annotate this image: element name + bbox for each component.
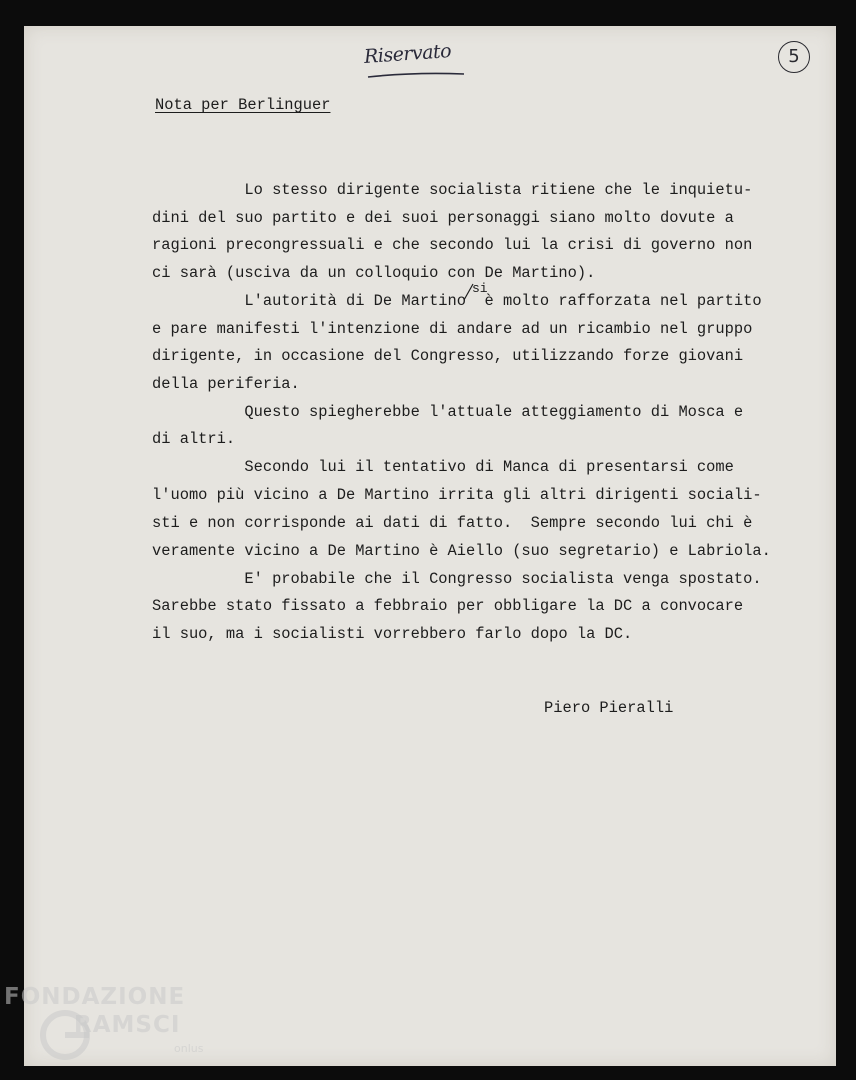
watermark-line-3: onlus [174, 1042, 204, 1055]
memo-heading: Nota per Berlinguer [155, 96, 331, 114]
memo-line: sti e non corrisponde ai dati di fatto. Sempre secondo lui chi è [152, 514, 753, 532]
memo-line: Questo spiegherebbe l'attuale atteggiamento di Mosca e [152, 403, 744, 421]
memo-line: Secondo lui il tentativo di Manca di presentarsi come [152, 458, 734, 476]
memo-line: L'autorità di De Martino è molto rafforzata nel partito [152, 292, 762, 310]
memo-line: Sarebbe stato fissato a febbraio per obbligare la DC a convocare [152, 597, 744, 615]
handwritten-insertion: si [472, 281, 488, 296]
memo-line: ci sarà (usciva da un colloquio con De Martino). [152, 264, 596, 282]
memo-line: l'uomo più vicino a De Martino irrita gli altri dirigenti sociali- [152, 486, 762, 504]
memo-line: ragioni precongressuali e che secondo lui la crisi di governo non [152, 236, 753, 254]
memo-line: della periferia. [152, 375, 300, 393]
show-through-ghost-text [64, 641, 844, 726]
memo-line: dirigente, in occasione del Congresso, utilizzando forze giovani [152, 347, 744, 365]
memo-line: il suo, ma i socialisti vorrebbero farlo dopo la DC. [152, 625, 633, 643]
memo-line: E' probabile che il Congresso socialista venga spostato. [152, 570, 762, 588]
insertion-caret [462, 282, 476, 302]
memo-line: dini del suo partito e dei suoi personaggi siano molto dovute a [152, 209, 734, 227]
memo-line: veramente vicino a De Martino è Aiello (suo segretario) e Labriola. [152, 542, 771, 560]
watermark-line-2: RAMSCI [74, 1012, 181, 1038]
signature: Piero Pieralli [544, 699, 674, 717]
handwritten-note: Riservato [363, 39, 452, 69]
memo-line: di altri. [152, 430, 236, 448]
handwritten-underline [364, 70, 468, 80]
fondazione-gramsci-watermark [4, 984, 214, 1076]
watermark-line-1: FONDAZIONE [4, 984, 186, 1010]
memo-line: e pare manifesti l'intenzione di andare ad un ricambio nel gruppo [152, 320, 753, 338]
memo-line: Lo stesso dirigente socialista ritiene che le inquietu- [152, 181, 753, 199]
document-page [24, 26, 836, 1066]
page-number: 5 [778, 41, 810, 73]
